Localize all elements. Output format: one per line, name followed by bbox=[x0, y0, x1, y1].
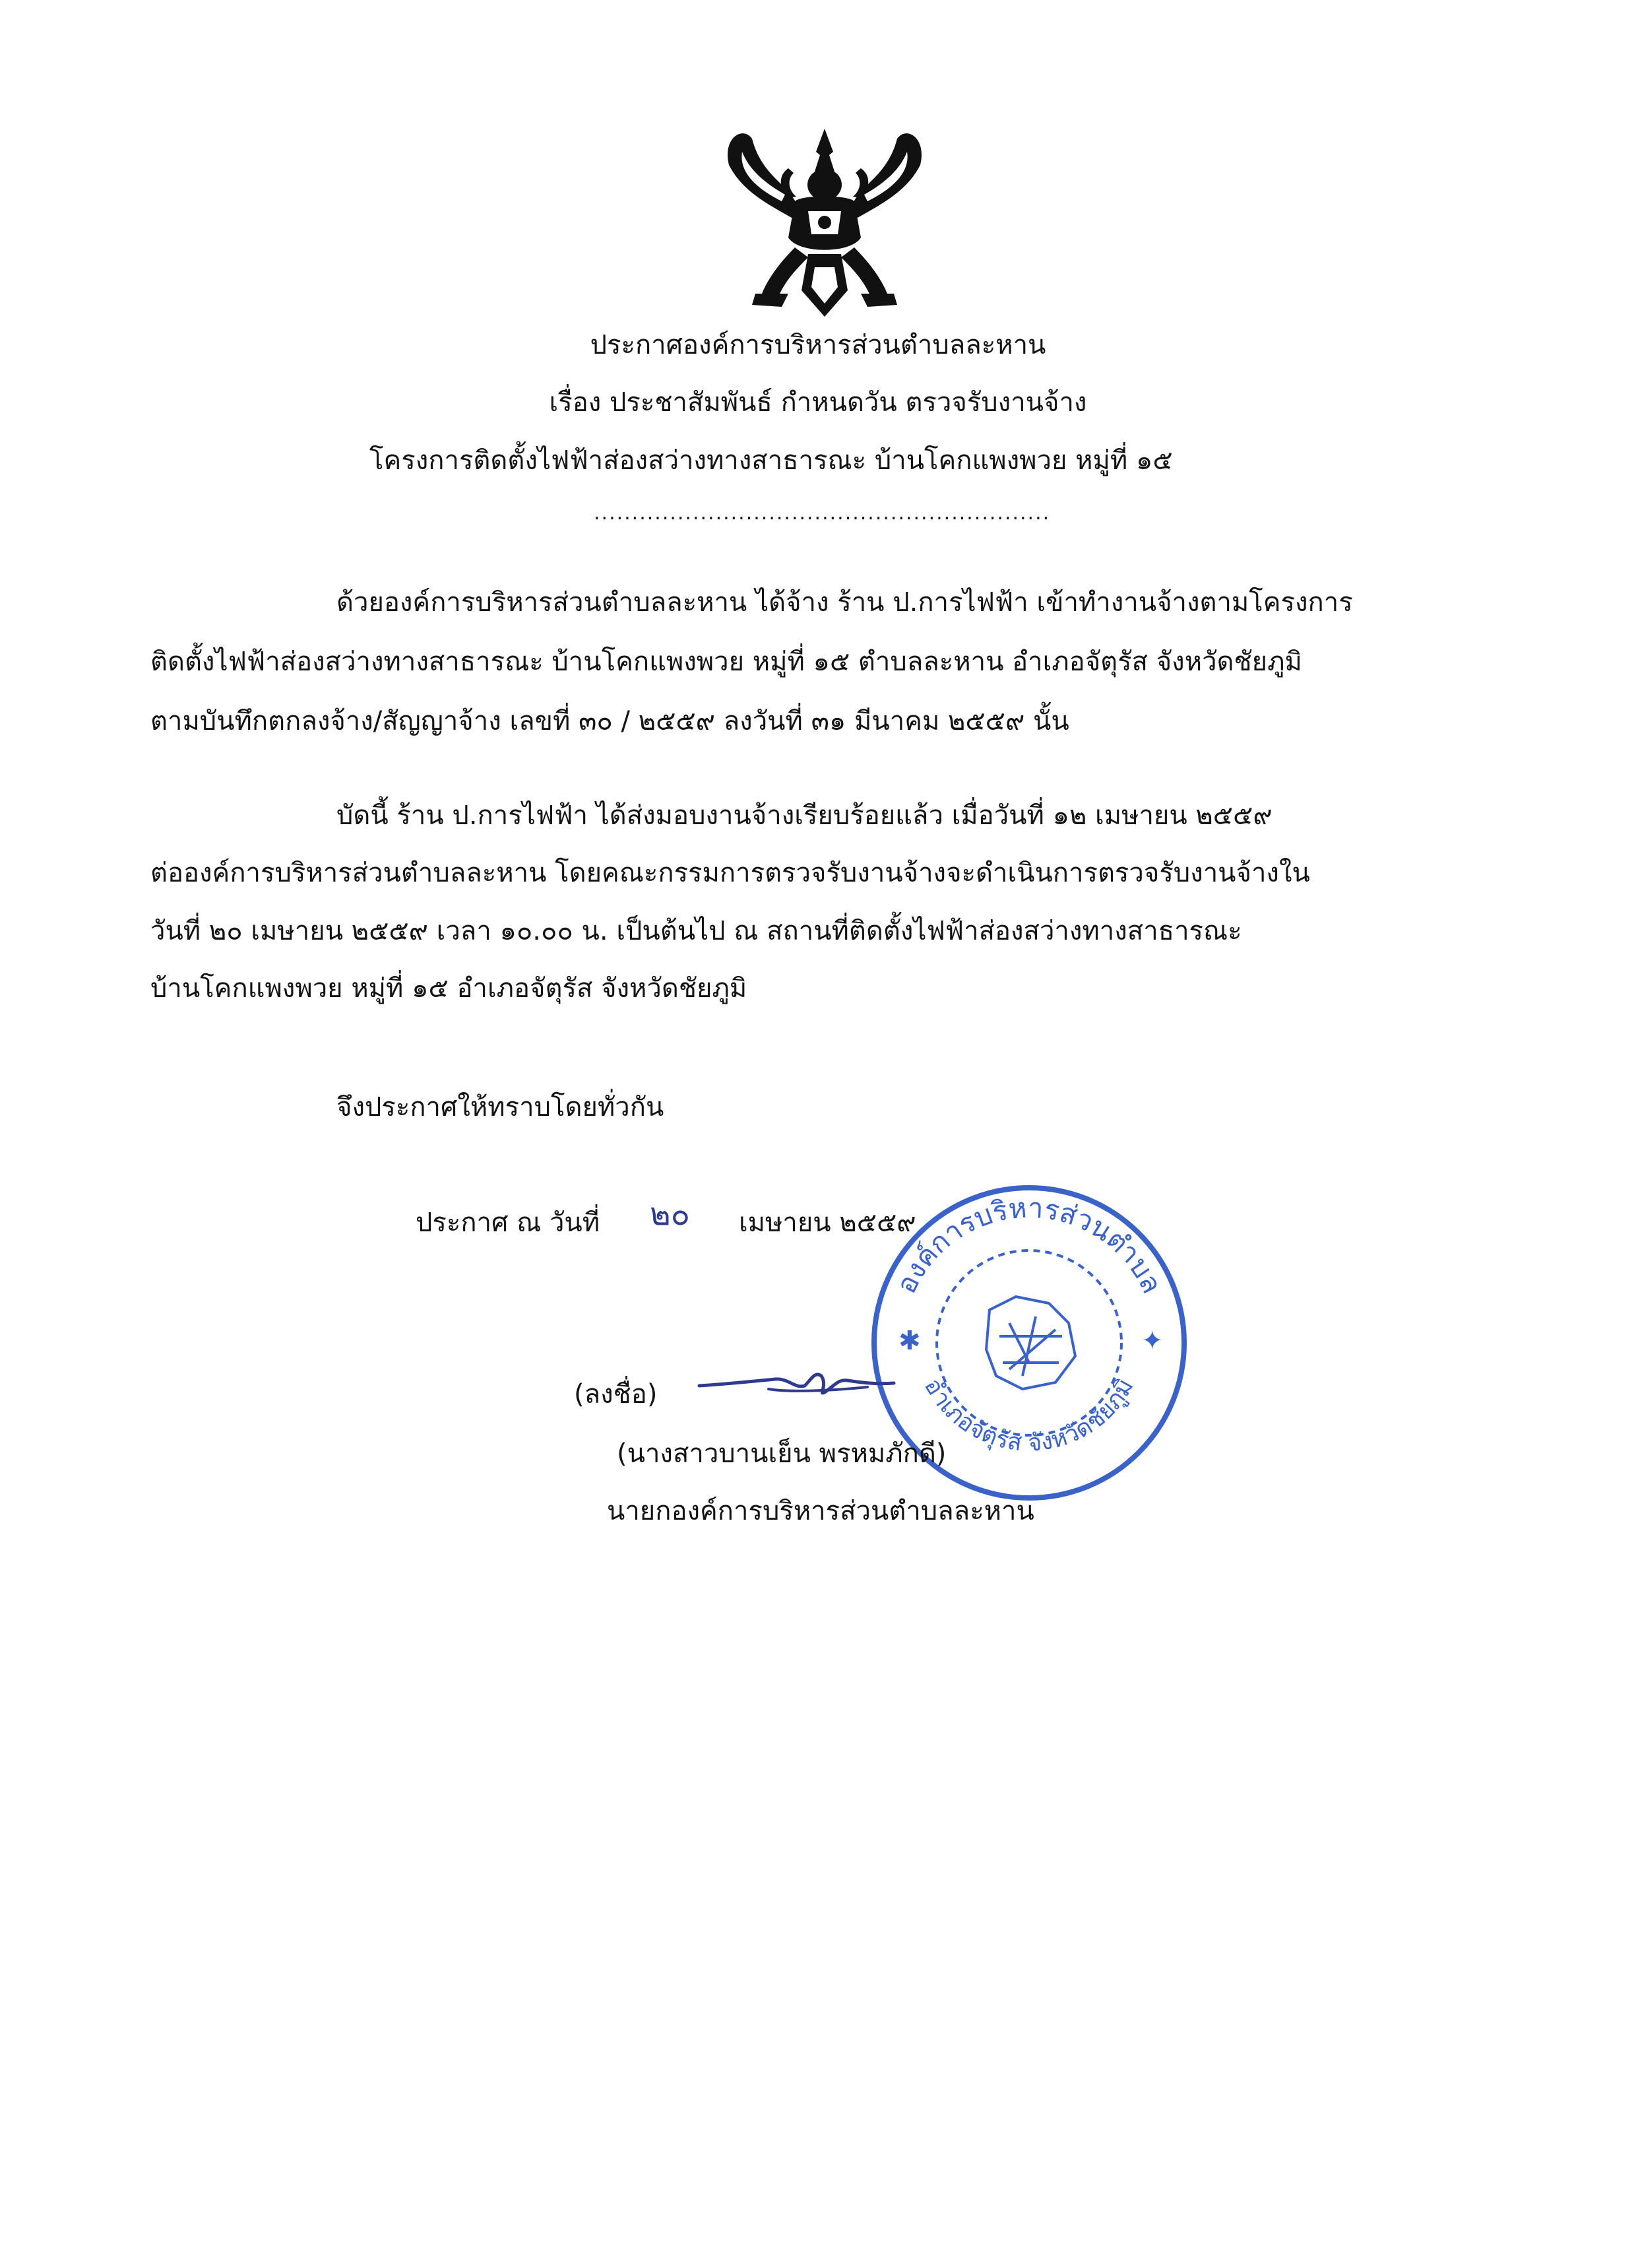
paragraph-1-line-2: ติดตั้งไฟฟ้าส่องสว่างทางสาธารณะ บ้านโคกแพงพวย หมู่ที่ ๑๕ ตำบลละหาน อำเภอจัตุรัส จังหวัดชัยภูมิ bbox=[150, 647, 1302, 677]
paragraph-1-line-3: ตามบันทึกตกลงจ้าง/สัญญาจ้าง เลขที่ ๓๐ / ๒๕๕๙ ลงวันที่ ๓๑ มีนาคม ๒๕๕๙ นั้น bbox=[150, 706, 1069, 736]
stamp-star-icon: ✱ bbox=[898, 1326, 921, 1356]
date-month-year: เมษายน ๒๕๕๙ bbox=[739, 1208, 916, 1238]
date-prefix: ประกาศ ณ วันที่ bbox=[416, 1208, 600, 1238]
title-separator: ............................................................ bbox=[594, 502, 1051, 525]
paragraph-2-line-3: วันที่ ๒๐ เมษายน ๒๕๕๙ เวลา ๑๐.๐๐ น. เป็นต้นไป ณ สถานที่ติดตั้งไฟฟ้าส่องสว่างทางสาธารณะ bbox=[150, 916, 1242, 946]
paragraph-2-line-2: ต่อองค์การบริหารส่วนตำบลละหาน โดยคณะกรรมการตรวจรับงานจ้างจะดำเนินการตรวจรับงานจ้างใน bbox=[150, 858, 1310, 888]
paragraph-2-line-4: บ้านโคกแพงพวย หมู่ที่ ๑๕ อำเภอจัตุรัส จังหวัดชัยภูมิ bbox=[150, 973, 747, 1004]
signatory-name: (นางสาวบานเย็น พรหมภักดี) bbox=[617, 1439, 947, 1469]
announcement-project: โครงการติดตั้งไฟฟ้าส่องสว่างทางสาธารณะ บ้านโคกแพงพวย หมู่ที่ ๑๕ bbox=[369, 445, 1173, 476]
announcement-subject: เรื่อง ประชาสัมพันธ์ กำหนดวัน ตรวจรับงานจ้าง bbox=[549, 387, 1087, 418]
announcement-title: ประกาศองค์การบริหารส่วนตำบลละหาน bbox=[590, 330, 1046, 360]
paragraph-2-line-1: บัดนี้ ร้าน ป.การไฟฟ้า ได้ส่งมอบงานจ้างเรียบร้อยแล้ว เมื่อวันที่ ๑๒ เมษายน ๒๕๕๙ bbox=[336, 800, 1273, 831]
garuda-emblem-icon bbox=[716, 125, 933, 323]
stamp-bottom-text: อำเภอจัตุรัส จังหวัดชัยภูมิ bbox=[918, 1373, 1139, 1457]
signatory-position: นายกองค์การบริหารส่วนตำบลละหาน bbox=[607, 1496, 1034, 1526]
handwritten-signature bbox=[696, 1359, 907, 1412]
signature-label: (ลงชื่อ) bbox=[574, 1379, 658, 1409]
paragraph-1-line-1: ด้วยองค์การบริหารส่วนตำบลละหาน ได้จ้าง ร้าน ป.การไฟฟ้า เข้าทำงานจ้างตามโครงการ bbox=[336, 587, 1353, 618]
stamp-seal-emblem-icon bbox=[986, 1297, 1075, 1389]
closing-statement: จึงประกาศให้ทราบโดยทั่วกัน bbox=[336, 1092, 664, 1122]
stamp-top-text: องค์การบริหารส่วนตำบล bbox=[889, 1191, 1169, 1299]
date-day-handwritten: ๒๐ bbox=[650, 1196, 690, 1233]
stamp-star-icon: ✦ bbox=[1141, 1326, 1164, 1356]
